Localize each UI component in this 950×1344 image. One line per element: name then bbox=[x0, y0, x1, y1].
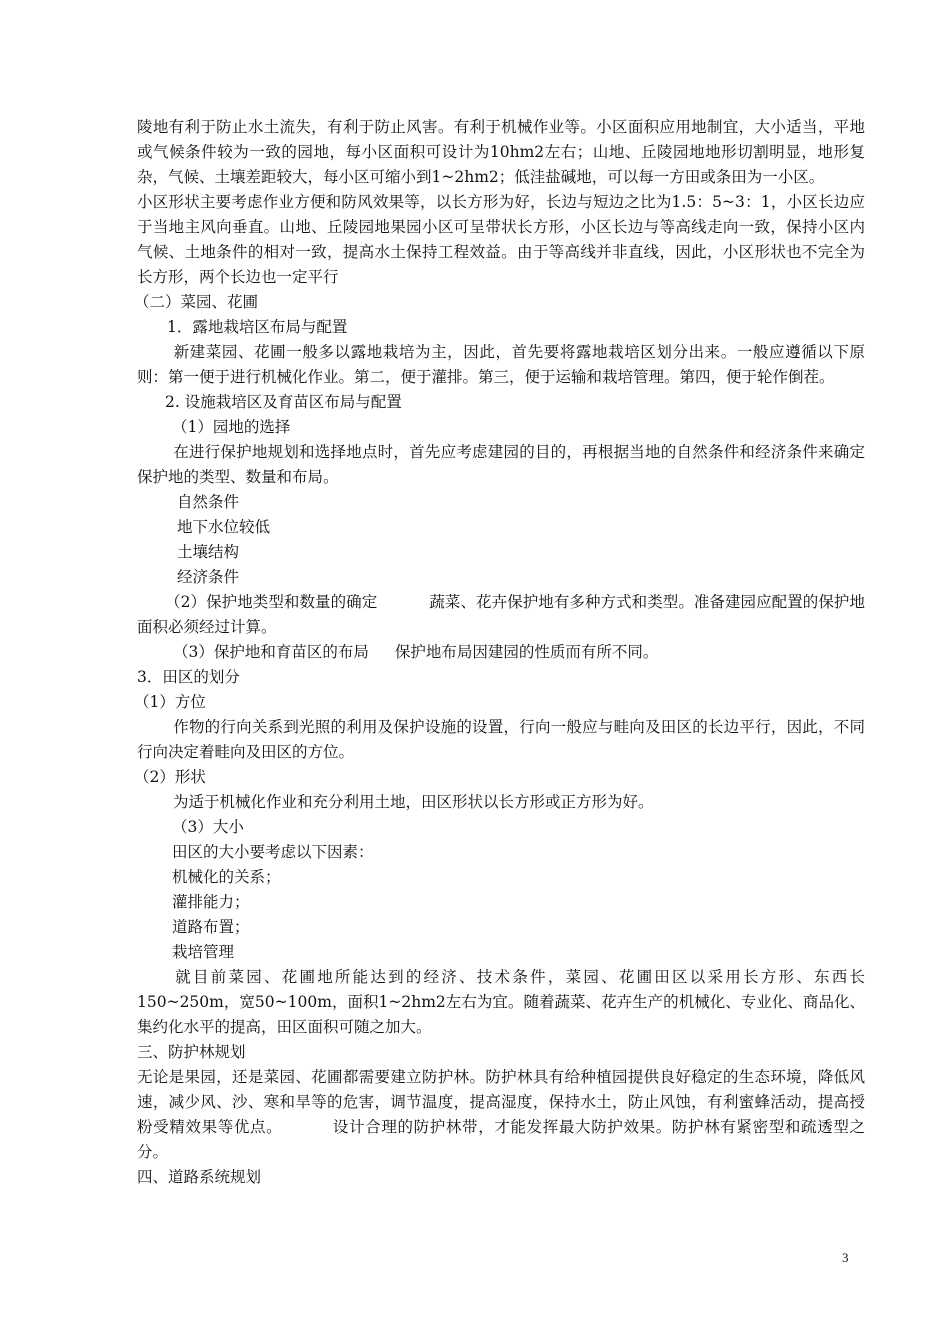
paragraph-field-size-current: 就目前菜园、花圃地所能达到的经济、技术条件，菜园、花圃田区以采用长方形、东西长150~250m，宽50~100m，面积1~2hm2左右为宜。随着蔬菜、花卉生产的机械化、专业化、商品化、集约化水平的提高，田区面积可随之加大。 bbox=[137, 968, 865, 1036]
heading-shape: （2）形状 bbox=[134, 768, 206, 786]
heading-site-selection: （1）园地的选择 bbox=[172, 418, 291, 436]
heading-size: （3）大小 bbox=[172, 818, 244, 836]
paragraph-small-plot-shape: 小区形状主要考虑作业方便和防风效果等，以长方形为好，长边与短边之比为1.5：5~3：1，小区长边应于当地主风向垂直。山地、丘陵园地果园小区可呈带状长方形，小区长边与等高线走向一致，保持小区内气候、土地条件的相对一致，提高水土保持工程效益。由于等高线并非直线，因此，小区形状也不完全为长方形，两个长边也一定平行 bbox=[137, 193, 865, 286]
heading-shelterbelt-planning: 三、防护林规划 bbox=[137, 1043, 246, 1061]
list-item-groundwater: 地下水位较低 bbox=[177, 518, 271, 536]
list-item-economic-conditions: 经济条件 bbox=[177, 568, 240, 586]
page-number: 3 bbox=[842, 1250, 849, 1265]
paragraph-size-factors: 田区的大小要考虑以下因素： bbox=[172, 843, 374, 861]
heading-orientation: （1）方位 bbox=[134, 693, 206, 711]
paragraph-protected-layout: （3）保护地和育苗区的布局 保护地布局因建园的性质而有所不同。 bbox=[173, 643, 659, 661]
paragraph-shape: 为适于机械化作业和充分利用土地，田区形状以长方形或正方形为好。 bbox=[173, 793, 654, 811]
paragraph-small-plot-area: 陵地有利于防止水土流失，有利于防止风害。有利于机械作业等。小区面积应用地制宜，大小适当，平地或气候条件较为一致的园地，每小区面积可设计为10hm2左右；山地、丘陵园地地形切割明显，地形复杂，气候、土壤差距较大，每小区可缩小到1~2hm2；低洼盐碱地，可以每一方田或条田为一小区。 bbox=[137, 118, 865, 186]
list-item-soil-structure: 土壤结构 bbox=[177, 543, 240, 561]
paragraph-protected-type-quantity: （2）保护地类型和数量的确定 蔬菜、花卉保护地有多种方式和类型。准备建园应配置的保护地面积必须经过计算。 bbox=[137, 593, 865, 636]
list-item-natural-conditions: 自然条件 bbox=[177, 493, 240, 511]
heading-open-field-layout: 1．露地栽培区布局与配置 bbox=[167, 318, 348, 336]
paragraph-shelterbelt: 无论是果园，还是菜园、花圃都需要建立防护林。防护林具有给种植园提供良好稳定的生态环境，降低风速，减少风、沙、寒和旱等的危害，调节温度，提高湿度，保持水土，防止风蚀，有利蜜蜂活动，提高授粉受精效果等优点。 设计合理的防护林带，才能发挥最大防护效果。防护林有紧密型和疏透型之分。 bbox=[137, 1068, 865, 1161]
paragraph-orientation: 作物的行向关系到光照的利用及保护设施的设置，行向一般应与畦向及田区的长边平行，因此，不同行向决定着畦向及田区的方位。 bbox=[137, 718, 865, 761]
list-item-cultivation: 栽培管理 bbox=[172, 943, 235, 961]
heading-road-system-planning: 四、道路系统规划 bbox=[137, 1168, 262, 1186]
page-body bbox=[134, 115, 865, 1190]
list-item-mechanization: 机械化的关系； bbox=[172, 868, 281, 886]
heading-field-division: 3．田区的划分 bbox=[137, 668, 240, 686]
list-item-roads: 道路布置； bbox=[172, 918, 250, 936]
list-item-irrigation: 灌排能力； bbox=[172, 893, 250, 911]
heading-vegetable-flower-garden: （二）菜园、花圃 bbox=[134, 293, 259, 311]
paragraph-site-selection: 在进行保护地规划和选择地点时，首先应考虑建园的目的，再根据当地的自然条件和经济条件来确定保护地的类型、数量和布局。 bbox=[137, 443, 865, 486]
heading-facility-area-layout: 2. 设施栽培区及育苗区布局与配置 bbox=[165, 393, 402, 411]
paragraph-open-field-principles: 新建菜园、花圃一般多以露地栽培为主，因此，首先要将露地栽培区划分出来。一般应遵循以下原则：第一便于进行机械化作业。第二，便于灌排。第三，便于运输和栽培管理。第四，便于轮作倒茬。 bbox=[137, 343, 865, 386]
